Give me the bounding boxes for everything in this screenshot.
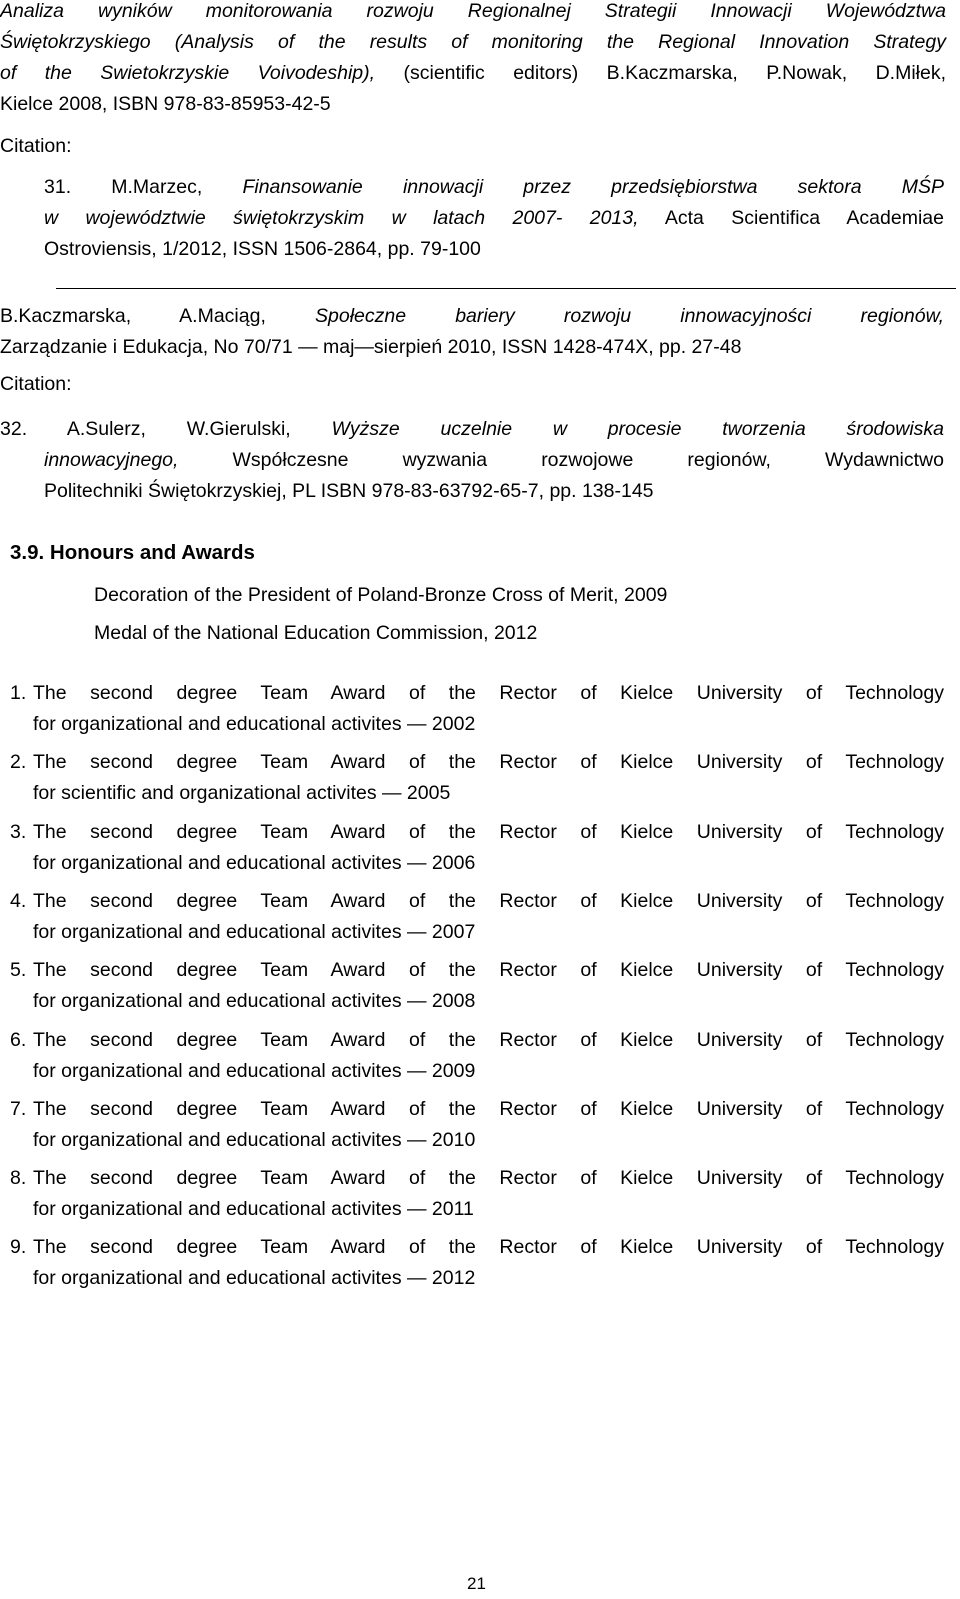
team-award-number: 2. xyxy=(10,751,27,774)
citation-31-details: Ostroviensis, 1/2012, ISSN 1506-2864, pp. 79-100 xyxy=(44,238,481,260)
team-award-item xyxy=(10,1094,944,1156)
team-award-line1: The second degree Team Award of the Rector of Kielce University of Technology xyxy=(33,1028,944,1051)
citation-32-title-part2: innowacyjnego, xyxy=(44,449,179,471)
team-award-number: 7. xyxy=(10,1097,27,1120)
team-award-line2: for organizational and educational activites — 2008 xyxy=(33,990,476,1013)
team-award-line2: for organizational and educational activites — 2002 xyxy=(33,713,476,735)
citation-32-details: Politechniki Świętokrzyskiej, PL ISBN 978-83-63792-65-7, pp. 138-145 xyxy=(44,480,654,502)
team-award-item xyxy=(10,678,944,740)
team-award-number: 1. xyxy=(10,682,27,704)
award-1: Decoration of the President of Poland-Bronze Cross of Merit, 2009 xyxy=(94,584,668,606)
team-award-item xyxy=(10,817,944,879)
team-award-item xyxy=(10,1025,944,1087)
page-number: 21 xyxy=(467,1574,486,1593)
team-award-line1: The second degree Team Award of the Rector of Kielce University of Technology xyxy=(33,1167,944,1190)
ref-title-line3: of the Swietokrzyskie Voivodeship), xyxy=(0,62,376,84)
reference-social-barriers xyxy=(0,301,944,363)
team-award-number: 3. xyxy=(10,820,27,843)
team-award-item xyxy=(10,1232,944,1294)
ref-title-line1: Analiza wyników monitorowania rozwoju Regionalnej Strategii Innowacji Województwa xyxy=(0,0,946,22)
citation-32 xyxy=(0,414,944,507)
citation-31-author: 31. M.Marzec, xyxy=(44,176,243,198)
team-award-line1: The second degree Team Award of the Rector of Kielce University of Technology xyxy=(33,751,944,774)
team-award-number: 5. xyxy=(10,959,27,982)
team-award-number: 6. xyxy=(10,1028,27,1051)
citation-32-authors: 32. A.Sulerz, W.Gierulski, xyxy=(0,418,332,440)
team-award-line2: for organizational and educational activites — 2009 xyxy=(33,1059,476,1082)
ref-editors: (scientific editors) B.Kaczmarska, P.Nowak, D.Miłek, xyxy=(375,62,946,84)
ref-mid-publication: Zarządzanie i Edukacja, No 70/71 — maj—sierpień 2010, ISSN 1428-474X, pp. 27-48 xyxy=(0,336,742,358)
citation-label-2: Citation: xyxy=(0,373,72,395)
ref-mid-authors: B.Kaczmarska, A.Maciąg, xyxy=(0,305,315,327)
ref-publication-info: Kielce 2008, ISBN 978-83-85953-42-5 xyxy=(0,93,331,115)
section-title: Honours and Awards xyxy=(49,541,255,564)
citation-label: Citation: xyxy=(0,135,72,157)
citation-31-title-part2: w województwie świętokrzyskim w latach 2007- 2013, xyxy=(44,207,639,229)
team-award-line1: The second degree Team Award of the Rector of Kielce University of Technology xyxy=(33,959,944,982)
team-award-line1: The second degree Team Award of the Rector of Kielce University of Technology xyxy=(33,889,944,912)
team-award-line1: The second degree Team Award of the Rector of Kielce University of Technology xyxy=(33,1097,944,1120)
ref-mid-title: Społeczne bariery rozwoju innowacyjności regionów, xyxy=(315,305,944,327)
citation-31 xyxy=(44,172,944,265)
section-number: 3.9. xyxy=(10,541,45,564)
team-award-number: 8. xyxy=(10,1167,27,1190)
separator-rule xyxy=(56,288,956,289)
team-award-line1: The second degree Team Award of the Rector of Kielce University of Technology xyxy=(33,1236,944,1259)
section-heading xyxy=(10,537,255,568)
team-award-line2: for organizational and educational activites — 2006 xyxy=(33,851,476,874)
team-award-item xyxy=(10,886,944,948)
team-award-number: 4. xyxy=(10,889,27,912)
team-award-item xyxy=(10,747,944,809)
team-award-line1: The second degree Team Award of the Rector of Kielce University of Technology xyxy=(33,820,944,843)
reference-rsi-analysis xyxy=(0,0,946,120)
team-award-line2: for organizational and educational activites — 2010 xyxy=(33,1128,476,1151)
team-award-line2: for organizational and educational activites — 2011 xyxy=(33,1198,474,1221)
team-award-item xyxy=(10,1163,944,1225)
ref-title-line2: Świętokrzyskiego (Analysis of the results of monitoring the Regional Innovation Strategy xyxy=(0,31,946,53)
citation-32-title-part1: Wyższe uczelnie w procesie tworzenia środowiska xyxy=(331,418,944,440)
team-award-line1: The second degree Team Award of the Rector of Kielce University of Technology xyxy=(33,682,944,704)
team-award-number: 9. xyxy=(10,1236,27,1259)
citation-32-book: Współczesne wyzwania rozwojowe regionów, Wydawnictwo xyxy=(178,449,944,471)
team-award-line2: for organizational and educational activites — 2012 xyxy=(33,1267,476,1290)
citation-31-journal: Acta Scientifica Academiae xyxy=(638,207,944,229)
citation-31-title-part1: Finansowanie innowacji przez przedsiębiorstwa sektora MŚP xyxy=(242,176,945,198)
award-2: Medal of the National Education Commission, 2012 xyxy=(94,622,538,644)
team-award-line2: for scientific and organizational activites — 2005 xyxy=(33,782,451,805)
team-award-item xyxy=(10,955,944,1017)
team-award-line2: for organizational and educational activites — 2007 xyxy=(33,920,476,943)
